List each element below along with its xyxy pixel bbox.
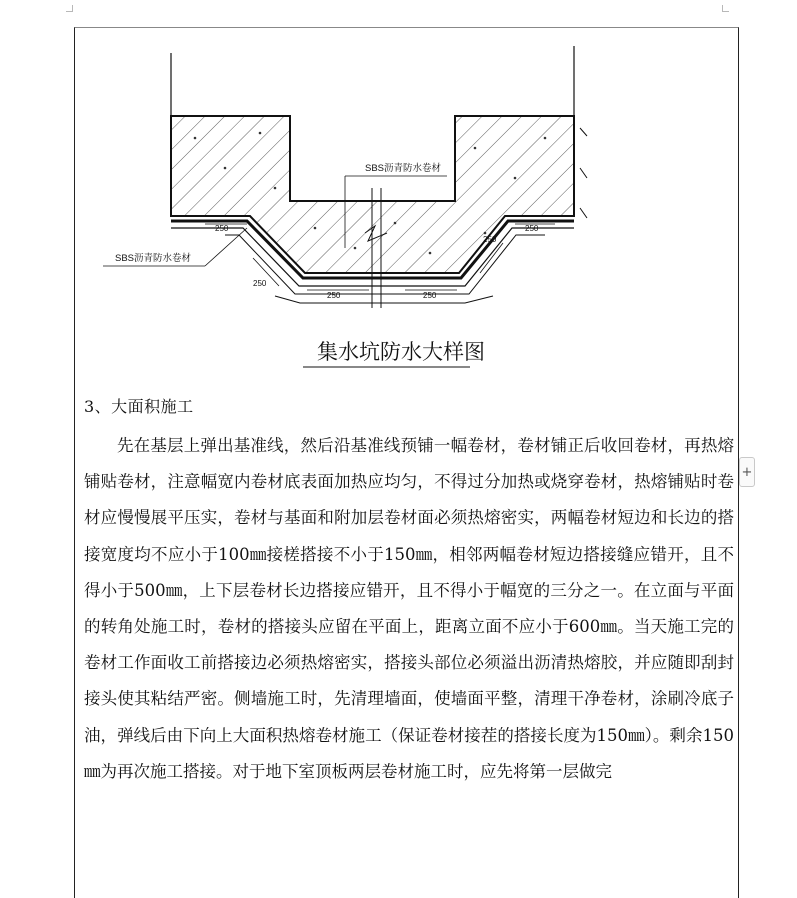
membrane-label-left: SBS沥青防水卷材: [115, 253, 192, 264]
document-page: [74, 27, 739, 898]
dim-label-2: 250: [327, 291, 341, 300]
expand-plus-button[interactable]: +: [739, 457, 755, 487]
body-paragraph: 先在基层上弹出基准线，然后沿基准线预铺一幅卷材，卷材铺正后收回卷材，再热熔铺贴卷材，注意幅宽内卷材底表面加热应均匀，不得过分加热或烧穿卷材，热熔铺贴时卷材应慢慢展平压实，卷材与基面和附加层卷材面必须热熔密实，两幅卷材短边和长边的搭接宽度均不应小于100㎜接槎搭接不小于150㎜，相邻两幅卷材短边搭接缝应错开，且不得小于500㎜，上下层卷材长边搭接应错开，且不得小于幅宽的三分之一。在立面与平面的转角处施工时，卷材的搭接头应留在平面上，距离立面不应小于600㎜。当天施工完的卷材工作面收工前搭接边必须热熔密实，搭接头部位必须溢出沥清热熔胶，并应随即刮封接头使其粘结严密。侧墙施工时，先清理墙面，使墙面平整，清理干净卷材，涂刷冷底子油，弹线后由下向上大面积热熔卷材施工（保证卷材接茬的搭接长度为150㎜）。剩余150㎜为再次施工搭接。对于地下室顶板两层卷材施工时，应先将第一层做完: [84, 436, 734, 781]
figure-caption: 集水坑防水大样图: [317, 340, 485, 364]
dim-label-4: 250: [525, 224, 539, 233]
dim-label-3: 250: [423, 291, 437, 300]
section-heading: 3、大面积施工: [84, 397, 194, 416]
dim-label-6: 250: [483, 235, 497, 244]
sump-pit-waterproof-detail-drawing: [75, 28, 738, 388]
margin-corner-mark-left: [66, 5, 73, 12]
margin-corner-mark-right: [722, 5, 729, 12]
membrane-label-top: SBS沥青防水卷材: [365, 163, 442, 174]
dim-label-5: 250: [253, 279, 267, 288]
dim-label-1: 250: [215, 224, 229, 233]
